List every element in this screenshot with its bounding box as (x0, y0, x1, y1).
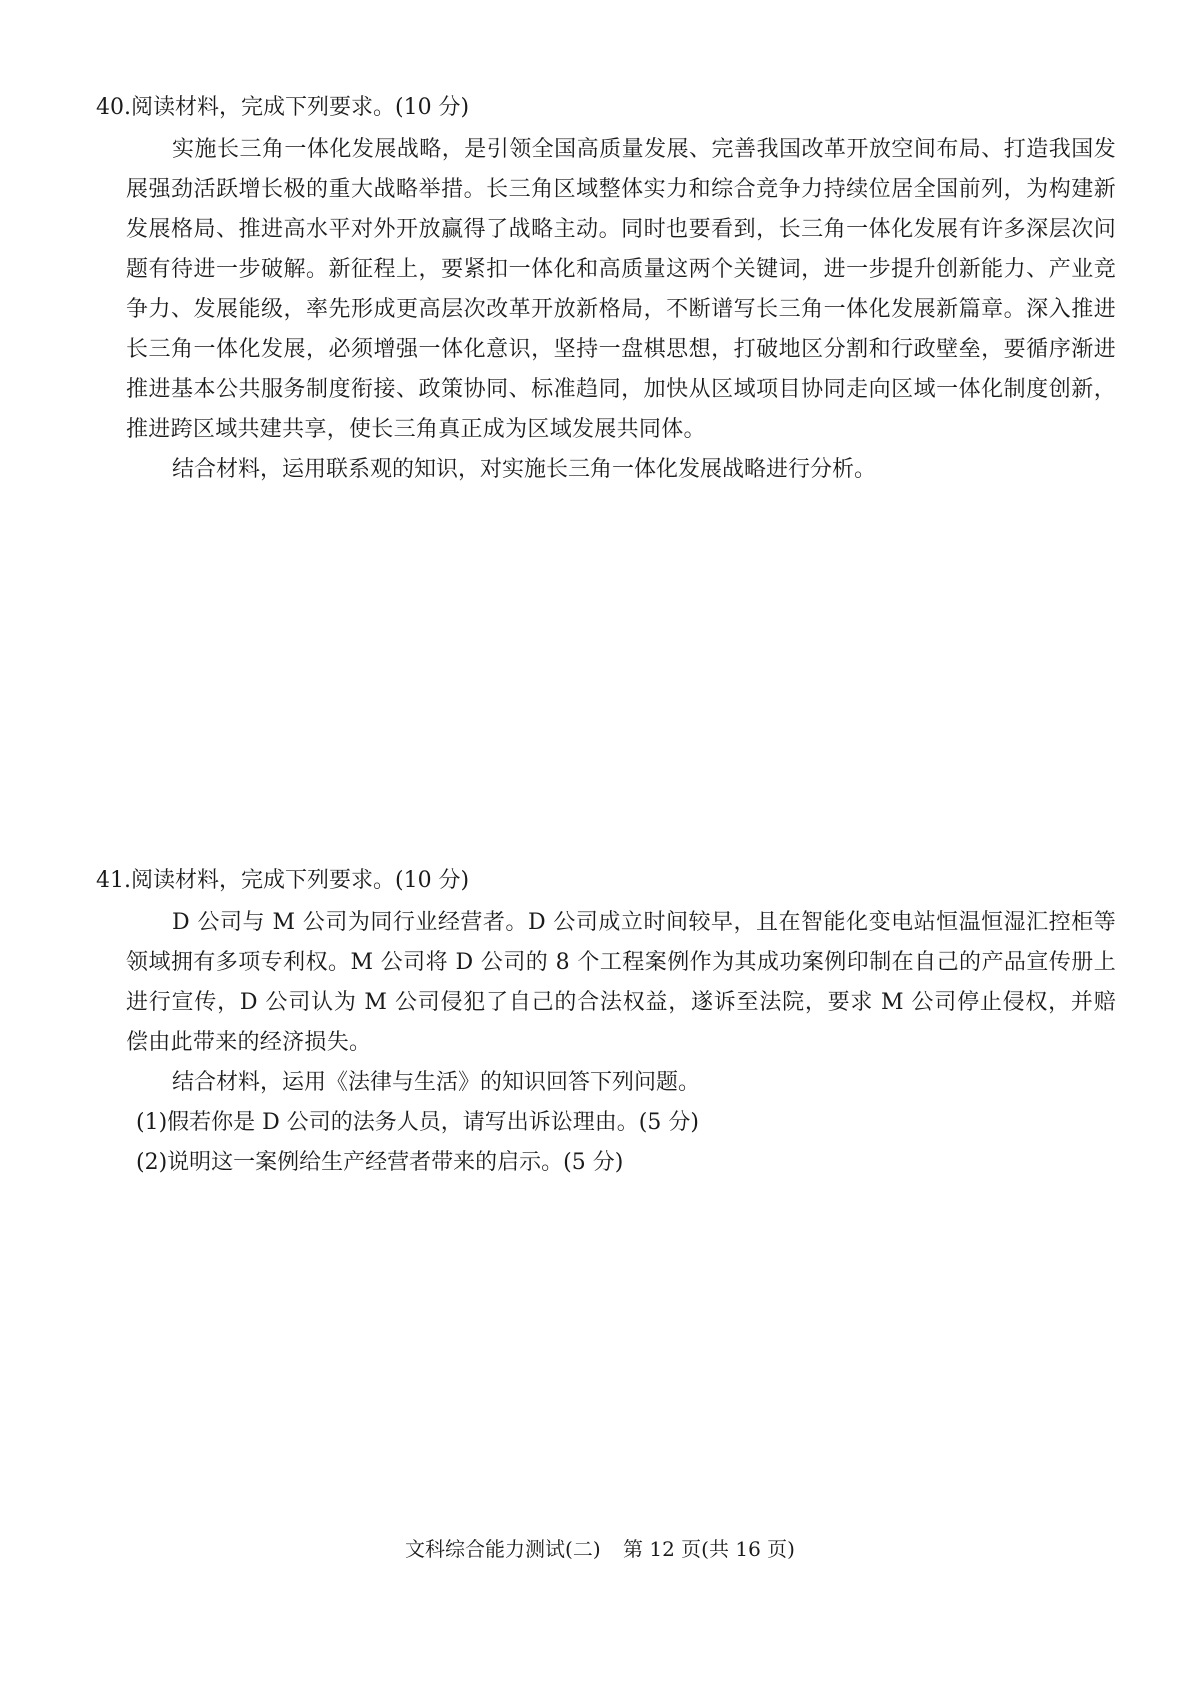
question-40 (96, 92, 1116, 490)
question-40-heading: 40.阅读材料，完成下列要求。(10 分) (96, 95, 470, 120)
page-footer (0, 1535, 1200, 1563)
question-40-task: 结合材料，运用联系观的知识，对实施长三角一体化发展战略进行分析。 (172, 457, 877, 482)
question-41-sub-1: (1)假若你是 D 公司的法务人员，请写出诉讼理由。(5 分) (136, 1110, 699, 1135)
question-41-sub-2: (2)说明这一案例给生产经营者带来的启示。(5 分) (136, 1150, 624, 1175)
question-40-material: 实施长三角一体化发展战略，是引领全国高质量发展、完善我国改革开放空间布局、打造我国发展强劲活跃增长极的重大战略举措。长三角区域整体实力和综合竞争力持续位居全国前列，为构建新发展格局、推进高水平对外开放赢得了战略主动。同时也要看到，长三角一体化发展有许多深层次问题有待进一步破解。新征程上，要紧扣一体化和高质量这两个关键词，进一步提升创新能力、产业竞争力、发展能级，率先形成更高层次改革开放新格局，不断谱写长三角一体化发展新篇章。深入推进长三角一体化发展，必须增强一体化意识，坚持一盘棋思想，打破地区分割和行政壁垒，要循序渐进推进基本公共服务制度衔接、政策协同、标准趋同，加快从区域项目协同走向区域一体化制度创新，推进跨区域共建共享，使长三角真正成为区域发展共同体。 (126, 137, 1116, 442)
footer-exam-title: 文科综合能力测试(二) (405, 1537, 601, 1561)
question-41-material: D 公司与 M 公司为同行业经营者。D 公司成立时间较早，且在智能化变电站恒温恒湿汇控柜等领域拥有多项专利权。M 公司将 D 公司的 8 个工程案例作为其成功案例印制在自己的产品宣传册上进行宣传，D 公司认为 M 公司侵犯了自己的合法权益，遂诉至法院，要求 M 公司停止侵权，并赔偿由此带来的经济损失。 (126, 910, 1116, 1055)
question-41-heading: 41.阅读材料，完成下列要求。(10 分) (96, 868, 470, 893)
question-41 (96, 865, 1116, 1183)
question-41-task: 结合材料，运用《法律与生活》的知识回答下列问题。 (172, 1070, 701, 1095)
footer-page-number: 第 12 页(共 16 页) (623, 1537, 795, 1561)
